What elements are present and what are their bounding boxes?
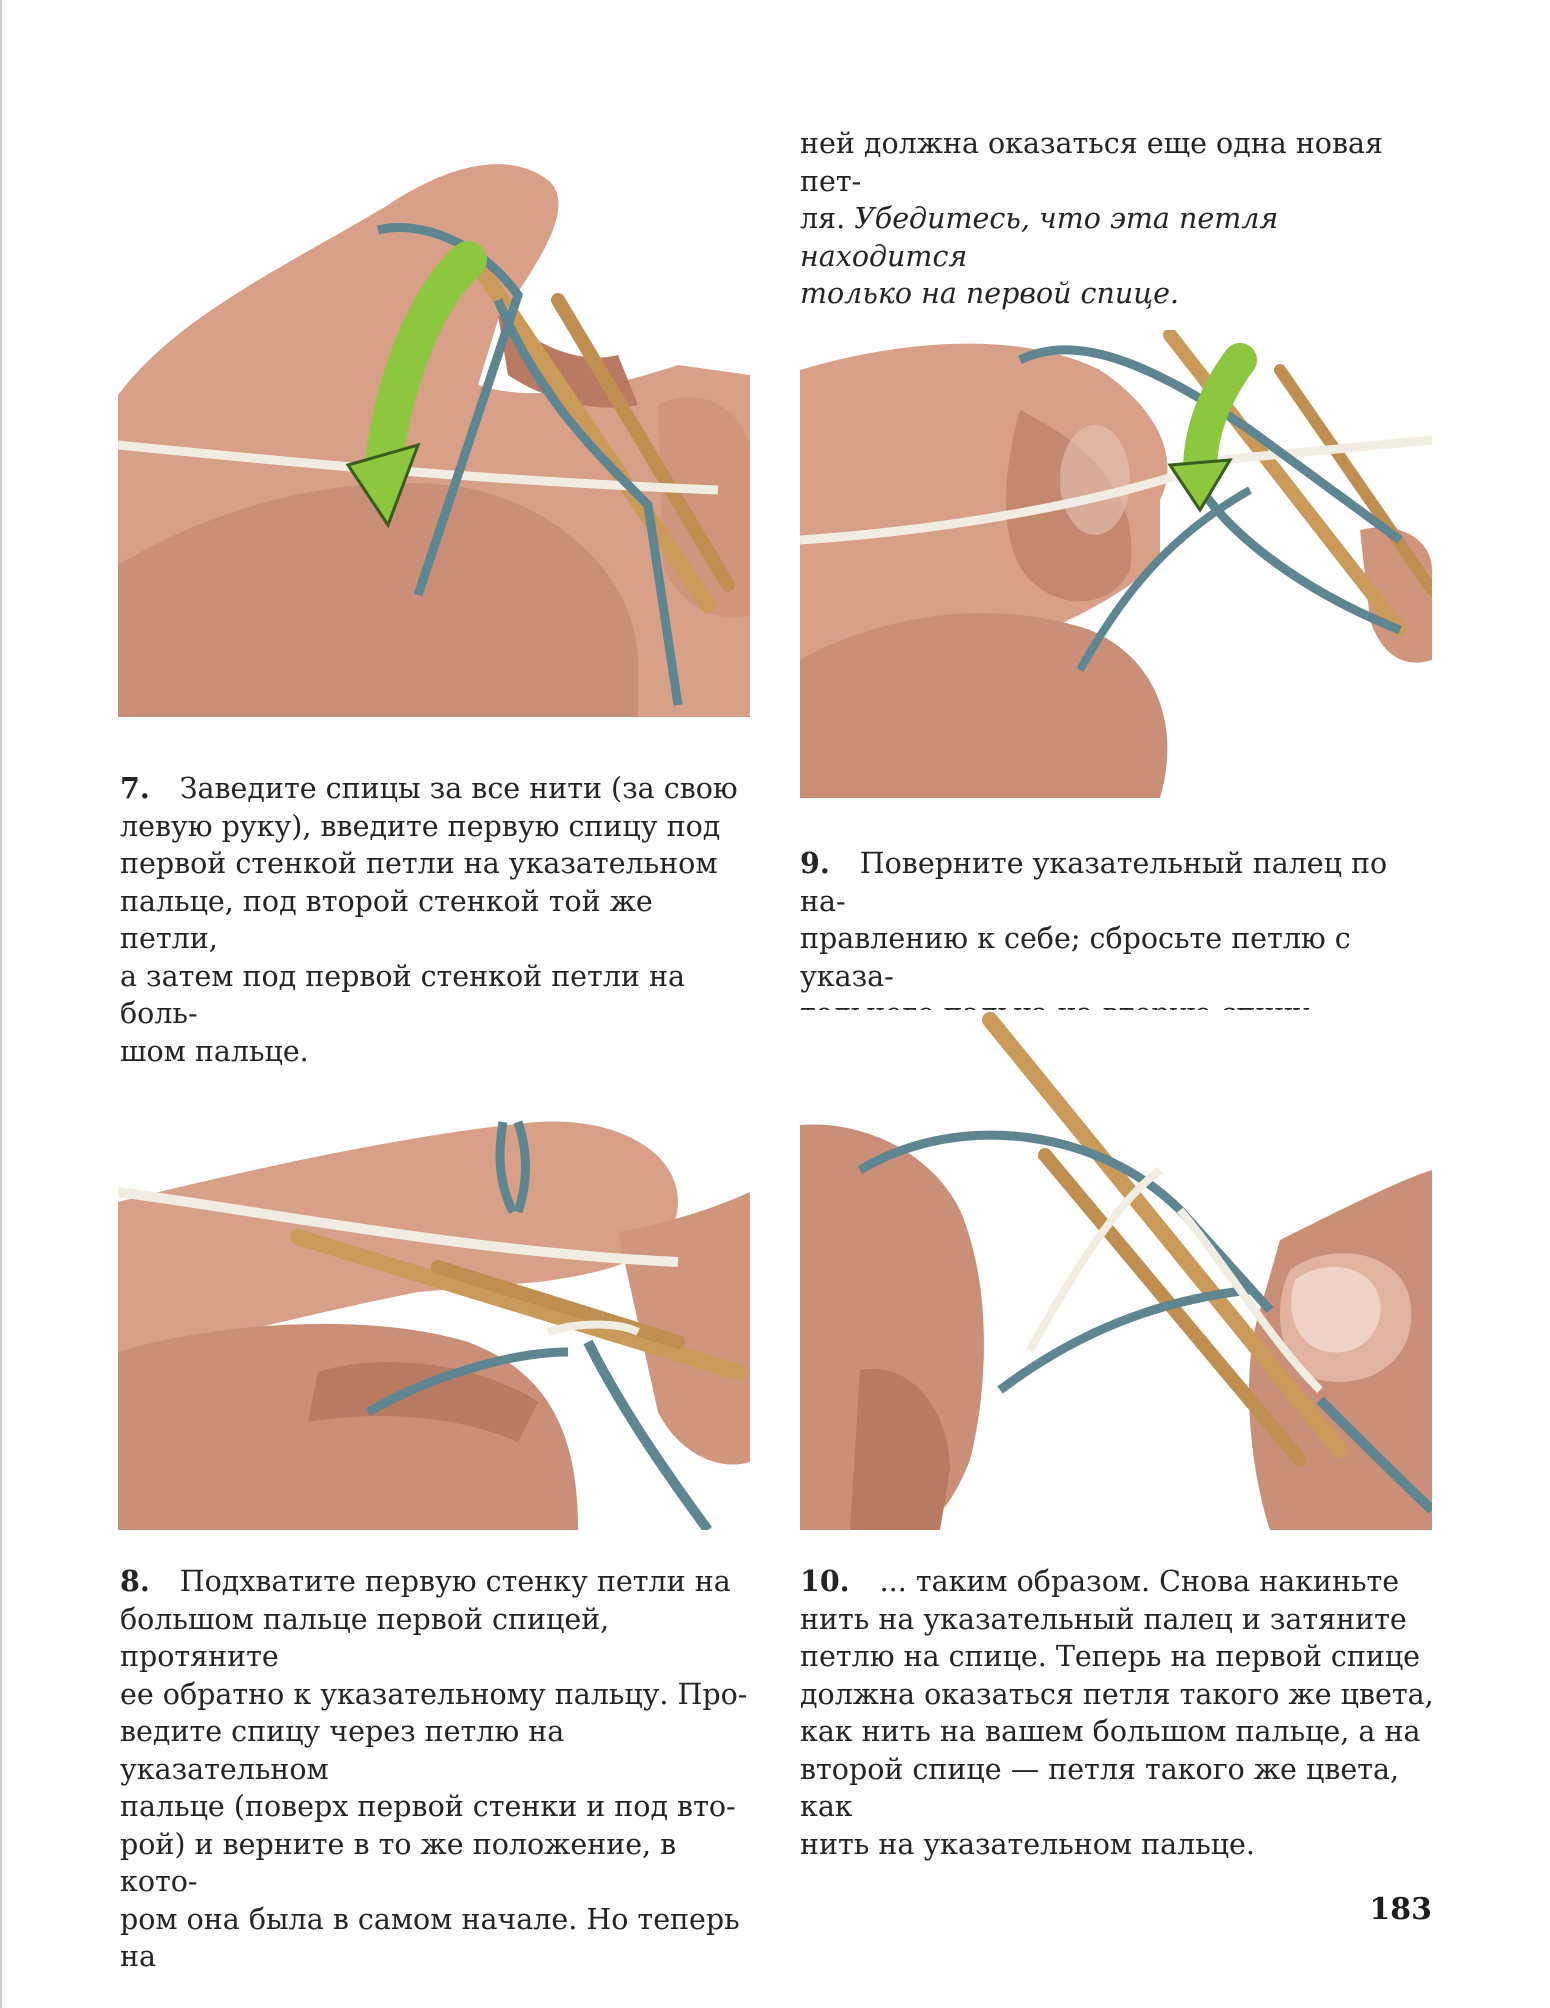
step-line: первой стенкой петли на указательном — [120, 847, 718, 880]
continued-line: ней должна оказаться еще одна новая пет- — [800, 127, 1383, 198]
step-line: пальце (поверх первой стенки и под вто- — [120, 1790, 736, 1823]
step-line: ведите спицу через петлю на указательном — [120, 1715, 565, 1786]
step-number: 9. — [800, 846, 830, 880]
step-line: левую руку), введите первую спицу под — [120, 809, 721, 843]
step-line: рой) и верните в то же положение, в кото- — [120, 1827, 677, 1898]
continued-line: только на первой спице. — [800, 277, 1180, 310]
step-line: 10. ... таким образом. Снова накиньте — [800, 1564, 1400, 1598]
step-line: 9. Поверните указательный палец по на- — [800, 846, 1388, 918]
step-line: пальце, под второй стенкой той же петли, — [120, 884, 653, 955]
step-line: а затем под первой стенкой петли на боль- — [120, 959, 685, 1030]
step-line: ром она была в самом начале. Но теперь на — [120, 1902, 740, 1973]
step-line: шом пальце. — [120, 1034, 309, 1068]
continued-text — [800, 125, 1440, 313]
page-edge-rule — [0, 0, 2, 2008]
photo-step-10 — [800, 1010, 1432, 1530]
step-line: правлению к себе; сбросьте петлю с указа- — [800, 922, 1351, 993]
step-line: нить на указательном пальце. — [800, 1827, 1255, 1861]
step-line: второй спице — петля такого же цвета, как — [800, 1752, 1400, 1823]
step-line: ее обратно к указательному пальцу. Про- — [120, 1677, 748, 1711]
step-line: 8. Подхватите первую стенку петли на — [120, 1564, 731, 1598]
step-line: нить на указательный палец и затяните — [800, 1602, 1407, 1636]
photo-step-9 — [800, 330, 1432, 798]
step-line: 7. Заведите спицы за все нити (за свою — [120, 771, 738, 805]
step-8-text — [120, 1563, 750, 1976]
step-line: большом пальце первой спицей, протяните — [120, 1602, 610, 1673]
step-9-text — [800, 845, 1440, 1033]
continued-line: ля. Убедитесь, что эта петля находится — [800, 202, 1279, 273]
page-number: 183 — [1369, 1892, 1432, 1927]
photo-step-7 — [118, 145, 750, 717]
step-line: как нить на вашем большом пальце, а на — [800, 1715, 1421, 1748]
step-number: 7. — [120, 771, 150, 805]
photo-step-8 — [118, 1112, 750, 1530]
step-number: 8. — [120, 1564, 150, 1598]
step-10-text — [800, 1563, 1440, 1863]
step-number: 10. — [800, 1564, 850, 1598]
step-7-text — [120, 770, 750, 1070]
step-line: петлю на спице. Теперь на первой спице — [800, 1640, 1421, 1673]
step-line: должна оказаться петля такого же цвета, — [800, 1677, 1434, 1711]
